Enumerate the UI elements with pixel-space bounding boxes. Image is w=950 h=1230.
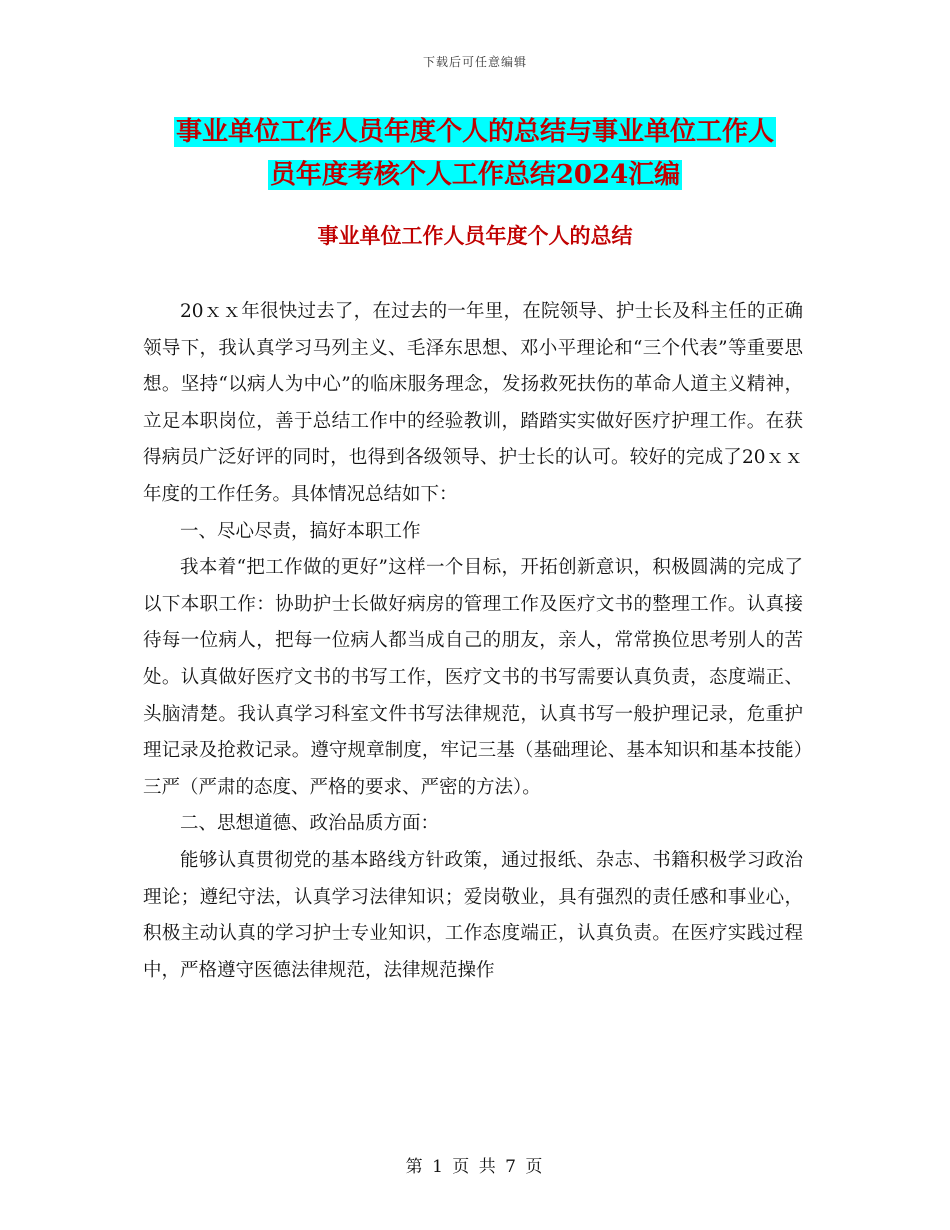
paragraph-intro: 20ｘｘ年很快过去了，在过去的一年里，在院领导、护士长及科主任的正确领导下，我认真学习马列主义、毛泽东思想、邓小平理论和“三个代表”等重要思想。坚持“以病人为中心”的临床服务理念，发扬救死扶伤的革命人道主义精神，立足本职岗位，善于总结工作中的经验教训，踏踏实实做好医疗护理工作。在获得病员广泛好评的同时，也得到各级领导、护士长的认可。较好的完成了20ｘｘ年度的工作任务。具体情况总结如下：: [143, 301, 803, 505]
paragraph-duties: 我本着“把工作做的更好”这样一个目标，开拓创新意识，积极圆满的完成了以下本职工作：协助护士长做好病房的管理工作及医疗文书的整理工作。认真接待每一位病人，把每一位病人都当成自己的朋友，亲人，常常换位思考别人的苦处。认真做好医疗文书的书写工作，医疗文书的书写需要认真负责，态度端正、头脑清楚。我认真学习科室文件书写法律规范，认真书写一般护理记录，危重护理记录及抢救记录。遵守规章制度，牢记三基（基础理论、基本知识和基本技能）三严（严肃的态度、严格的要求、严密的方法）。: [143, 557, 803, 798]
paragraph-heading-1: 一、尽心尽责，搞好本职工作: [180, 520, 421, 542]
body-text: [143, 294, 803, 989]
section-subtitle: 事业单位工作人员年度个人的总结: [317, 223, 633, 248]
paragraph-heading-2: 二、思想道德、政治品质方面：: [180, 813, 440, 835]
header-note: 下载后可任意编辑: [422, 55, 527, 69]
title-highlight-2: 员年度考核个人工作总结2024汇编: [269, 160, 681, 190]
paragraph-ethics: 能够认真贯彻党的基本路线方针政策，通过报纸、杂志、书籍积极学习政治理论；遵纪守法，认真学习法律知识；爱岗敬业，具有强烈的责任感和事业心，积极主动认真的学习护士专业知识，工作态度端正，认真负责。在医疗实践过程中，严格遵守医德法律规范，法律规范操作: [143, 849, 803, 981]
document-title-line-1: [0, 112, 950, 152]
document-title-line-2: [0, 155, 950, 195]
title-highlight-1: 事业单位工作人员年度个人的总结与事业单位工作人: [175, 117, 774, 147]
page-number: 第 1 页 共 7 页: [405, 1157, 545, 1177]
